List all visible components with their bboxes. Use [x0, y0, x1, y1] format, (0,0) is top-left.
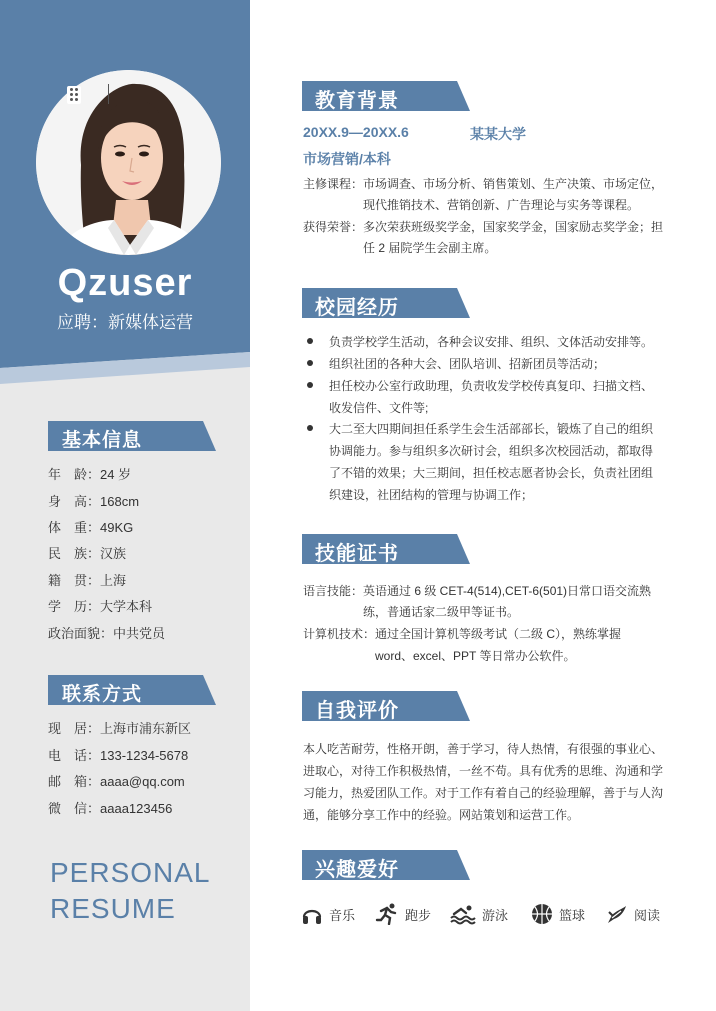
basic-info-heading — [48, 421, 216, 451]
education-heading — [302, 81, 470, 111]
computer-label: 计算机技术： — [303, 627, 376, 641]
sidebar — [0, 0, 250, 1011]
bullet-icon — [307, 338, 313, 344]
language-line-2: 练，普通话家二级甲等证书。 — [363, 605, 520, 619]
self-eval-line: 通，能够分享工作中的经验。网站策划和运营工作。 — [303, 808, 580, 822]
swimming-icon — [450, 903, 476, 925]
basketball-icon — [531, 903, 553, 925]
hobby-running — [375, 902, 431, 926]
reading-icon — [606, 903, 628, 925]
contact-heading — [48, 675, 216, 705]
campus-line: 组织社团的各种大会、团队培训、招新团员等活动； — [329, 357, 606, 371]
hobbies-title: 兴趣爱好 — [315, 859, 399, 881]
bullet-icon — [307, 382, 313, 388]
contact-row-address: 现 居：上海市浦东新区 — [48, 721, 192, 736]
drag-handle-icon[interactable] — [67, 86, 81, 104]
self-eval-line: 本人吃苦耐劳，性格开朗，善于学习，待人热情，有很强的事业心、 — [303, 742, 664, 756]
campus-line: 大二至大四期间担任系学生会生活部部长，锻炼了自己的组织 — [329, 422, 654, 436]
candidate-name: Qzuser — [57, 262, 193, 304]
hobby-label: 跑步 — [405, 907, 432, 923]
self-eval-line: 习能力，热爱团队工作。对于工作有着自己的经验理解，善于与人沟 — [303, 786, 664, 800]
education-period: 20XX.9—20XX.6 — [303, 124, 409, 140]
hobby-label: 音乐 — [329, 907, 356, 923]
bullet-icon — [307, 360, 313, 366]
courses-label: 主修课程： — [303, 177, 364, 191]
basic-info-title: 基本信息 — [62, 430, 143, 451]
contact-row-phone: 电 话：133-1234-5678 — [48, 748, 189, 763]
info-row-education: 学 历：大学本科 — [48, 599, 153, 614]
education-title: 教育背景 — [315, 90, 399, 112]
bullet-icon — [307, 425, 313, 431]
applied-position: 应聘：新媒体运营 — [57, 313, 193, 332]
honors-line-2: 任 2 届院学生会副主席。 — [363, 241, 497, 255]
contact-title: 联系方式 — [62, 684, 143, 705]
info-row-weight: 体 重：49KG — [48, 520, 134, 535]
campus-line: 了不错的效果；大三期间，担任校志愿者协会长，负责社团组 — [329, 466, 654, 480]
running-icon — [375, 903, 399, 925]
language-label: 语言技能： — [303, 584, 364, 598]
computer-line-2: word、excel、PPT 等日常办公软件。 — [375, 649, 576, 663]
hobby-basketball — [531, 902, 585, 926]
campus-heading — [302, 288, 470, 318]
contact-row-wechat: 微 信：aaaa123456 — [48, 801, 173, 816]
skills-title: 技能证书 — [315, 543, 399, 565]
skills-heading — [302, 534, 470, 564]
courses-line-2: 现代推销技术、营销创新、广告理论与实务等课程。 — [363, 198, 640, 212]
campus-line: 收发信件、文件等; — [329, 401, 429, 415]
personal-resume-label — [50, 855, 211, 927]
contact-row-email: 邮 箱：aaaa@qq.com — [48, 774, 185, 789]
personal-word: PERSONAL — [50, 857, 211, 888]
campus-line: 织建设，社团结构的管理与协调工作； — [329, 488, 534, 502]
info-row-age: 年 龄：24 岁 — [48, 467, 132, 482]
hobby-swimming — [450, 902, 508, 926]
avatar — [36, 70, 221, 255]
courses-line-1: 市场调查、市场分析、销售策划、生产决策、市场定位， — [363, 177, 664, 191]
language-line-1: 英语通过 6 级 CET-4(514),CET-6(501)日常口语交流熟 — [363, 584, 652, 598]
text-cursor — [108, 84, 109, 104]
info-row-hometown: 籍 贯：上海 — [48, 573, 127, 588]
hobby-label: 篮球 — [559, 907, 586, 923]
self-eval-line: 进取心，对待工作积极热情，一丝不苟。具有优秀的思维、沟通和学 — [303, 764, 664, 778]
campus-line: 担任校办公室行政助理，负责收发学校传真复印、扫描文档、 — [329, 379, 654, 393]
campus-line: 负责学校学生活动，各种会议安排、组织、文体活动安排等。 — [329, 335, 654, 349]
resume-word: RESUME — [50, 893, 176, 924]
hobby-label: 游泳 — [482, 907, 509, 923]
hobbies-heading — [302, 850, 470, 880]
education-school: 某某大学 — [470, 126, 526, 142]
hobby-music — [301, 902, 355, 926]
education-major: 市场营销/本科 — [303, 151, 391, 167]
self-eval-heading — [302, 691, 470, 721]
info-row-ethnicity: 民 族：汉族 — [48, 546, 127, 561]
headphones-icon — [301, 903, 323, 925]
honors-label: 获得荣誉： — [303, 220, 364, 234]
info-row-height: 身 高：168cm — [48, 494, 140, 509]
self-eval-title: 自我评价 — [315, 700, 399, 722]
computer-line-1: 通过全国计算机等级考试（二级 C），熟练掌握 — [375, 627, 622, 641]
hobby-label: 阅读 — [634, 907, 661, 923]
info-row-political: 政治面貌：中共党员 — [48, 626, 166, 641]
honors-line-1: 多次荣获班级奖学金，国家奖学金，国家励志奖学金；担 — [363, 220, 664, 234]
campus-title: 校园经历 — [315, 297, 399, 319]
hobby-reading — [606, 902, 660, 926]
campus-line: 协调能力。参与组织多次研讨会，组织多次校园活动，都取得 — [329, 444, 654, 458]
